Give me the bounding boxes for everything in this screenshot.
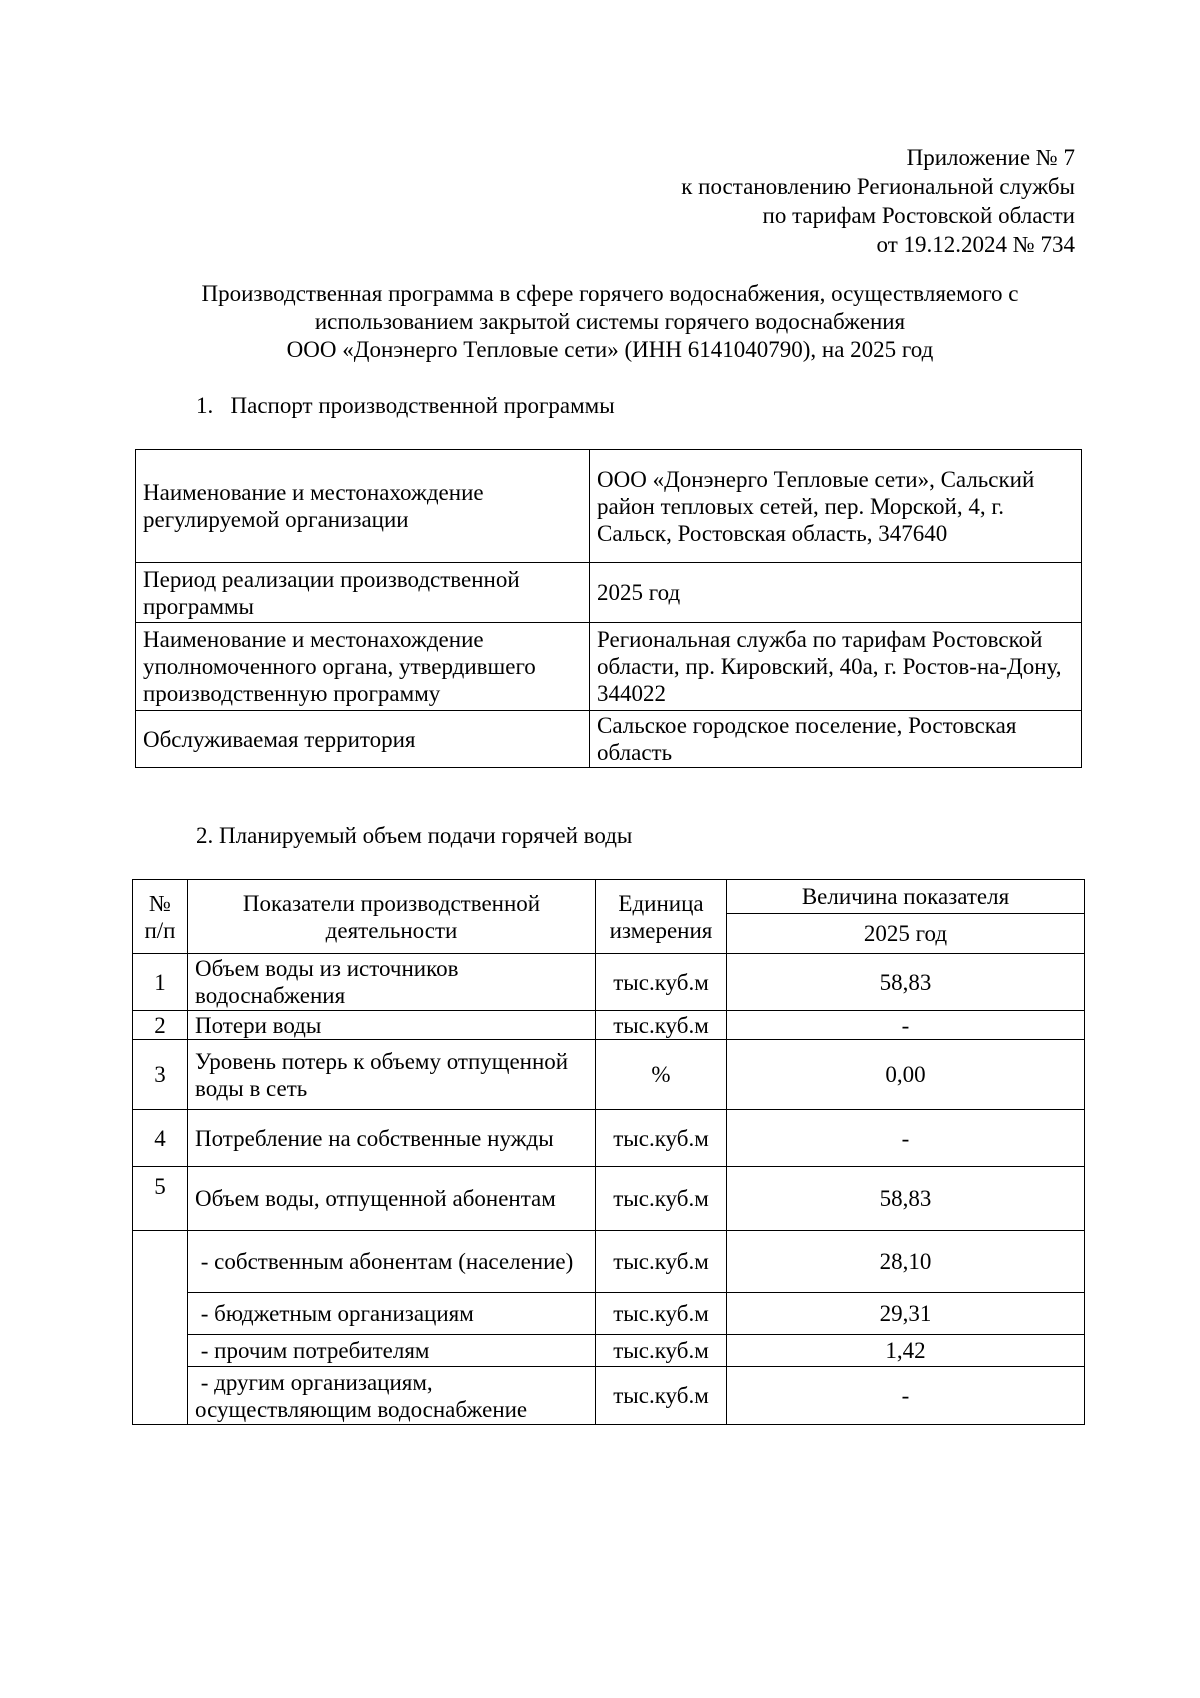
cell-indicator: - другим организациям, осуществляющим водоснабжение — [188, 1367, 596, 1425]
title-line: Производственная программа в сфере горячего водоснабжения, осуществляемого с — [201, 281, 1019, 306]
table-row — [136, 563, 1082, 623]
section-heading-volume: 2. Планируемый объем подачи горячей воды — [196, 823, 633, 848]
table-cell-value: 2025 год — [590, 563, 1082, 623]
cell-value: 58,83 — [727, 1167, 1085, 1231]
cell-num-empty — [133, 1231, 188, 1425]
table-cell-value: Сальское городское поселение, Ростовская область — [590, 711, 1082, 768]
table-row — [133, 1167, 1085, 1231]
cell-value: 1,42 — [727, 1335, 1085, 1367]
table-row — [133, 954, 1085, 1011]
cell-indicator: Потери воды — [188, 1011, 596, 1040]
table-row — [136, 623, 1082, 711]
cell-value: 58,83 — [727, 954, 1085, 1011]
cell-num: 5 — [133, 1167, 188, 1231]
table-subrow — [133, 1367, 1085, 1425]
appendix-date: от 19.12.2024 № 734 — [876, 232, 1075, 257]
title-line: использованием закрытой системы горячего водоснабжения — [314, 309, 906, 334]
column-header-indicator: Показатели производственной деятельности — [188, 880, 596, 954]
table-row — [133, 1110, 1085, 1167]
cell-unit: тыс.куб.м — [596, 1367, 727, 1425]
cell-indicator: Объем воды из источников водоснабжения — [188, 954, 596, 1011]
cell-num: 3 — [133, 1040, 188, 1110]
document-title — [150, 280, 1070, 364]
cell-unit: тыс.куб.м — [596, 1011, 727, 1040]
appendix-resolution: к постановлению Региональной службы — [681, 174, 1075, 199]
table-subrow — [133, 1231, 1085, 1293]
cell-value: - — [727, 1011, 1085, 1040]
cell-indicator: - прочим потребителям — [188, 1335, 596, 1367]
appendix-authority: по тарифам Ростовской области — [762, 203, 1075, 228]
cell-unit: тыс.куб.м — [596, 1335, 727, 1367]
section-heading-passport: 1. Паспорт производственной программы — [196, 393, 615, 418]
cell-num: 4 — [133, 1110, 188, 1167]
table-cell-label: Наименование и местонахождение уполномоченного органа, утвердившего производственную программу — [136, 623, 590, 711]
table-row — [136, 450, 1082, 563]
cell-unit: тыс.куб.м — [596, 1293, 727, 1335]
water-volume-table — [132, 879, 1085, 1425]
cell-indicator: Потребление на собственные нужды — [188, 1110, 596, 1167]
table-header-row — [133, 880, 1085, 914]
cell-unit: тыс.куб.м — [596, 1110, 727, 1167]
table-subrow — [133, 1335, 1085, 1367]
table-cell-label: Наименование и местонахождение регулируемой организации — [136, 450, 590, 563]
cell-value: - — [727, 1367, 1085, 1425]
appendix-header — [681, 143, 1075, 259]
table-cell-value: ООО «Донэнерго Тепловые сети», Сальский район тепловых сетей, пер. Морской, 4, г. Сальск, Ростовская область, 347640 — [590, 450, 1082, 563]
cell-indicator: Объем воды, отпущенной абонентам — [188, 1167, 596, 1231]
appendix-number: Приложение № 7 — [906, 145, 1075, 170]
column-header-unit: Единица измерения — [596, 880, 727, 954]
table-cell-value: Региональная служба по тарифам Ростовской области, пр. Кировский, 40а, г. Ростов-на-Дону, 344022 — [590, 623, 1082, 711]
cell-value: - — [727, 1110, 1085, 1167]
column-header-num: № п/п — [133, 880, 188, 954]
cell-unit: тыс.куб.м — [596, 1167, 727, 1231]
column-header-value-group: Величина показателя — [727, 880, 1085, 914]
title-line: ООО «Донэнерго Тепловые сети» (ИНН 6141040790), на 2025 год — [286, 337, 934, 362]
cell-value: 0,00 — [727, 1040, 1085, 1110]
table-row — [136, 711, 1082, 768]
passport-table — [135, 449, 1082, 768]
cell-indicator: Уровень потерь к объему отпущенной воды в сеть — [188, 1040, 596, 1110]
table-subrow — [133, 1293, 1085, 1335]
cell-indicator: - собственным абонентам (население) — [188, 1231, 596, 1293]
table-row — [133, 1040, 1085, 1110]
cell-value: 28,10 — [727, 1231, 1085, 1293]
cell-unit: тыс.куб.м — [596, 954, 727, 1011]
table-cell-label: Обслуживаемая территория — [136, 711, 590, 768]
table-row — [133, 1011, 1085, 1040]
cell-num: 1 — [133, 954, 188, 1011]
table-cell-label: Период реализации производственной программы — [136, 563, 590, 623]
column-header-year: 2025 год — [727, 914, 1085, 954]
cell-num: 2 — [133, 1011, 188, 1040]
cell-unit: % — [596, 1040, 727, 1110]
cell-value: 29,31 — [727, 1293, 1085, 1335]
cell-unit: тыс.куб.м — [596, 1231, 727, 1293]
cell-indicator: - бюджетным организациям — [188, 1293, 596, 1335]
